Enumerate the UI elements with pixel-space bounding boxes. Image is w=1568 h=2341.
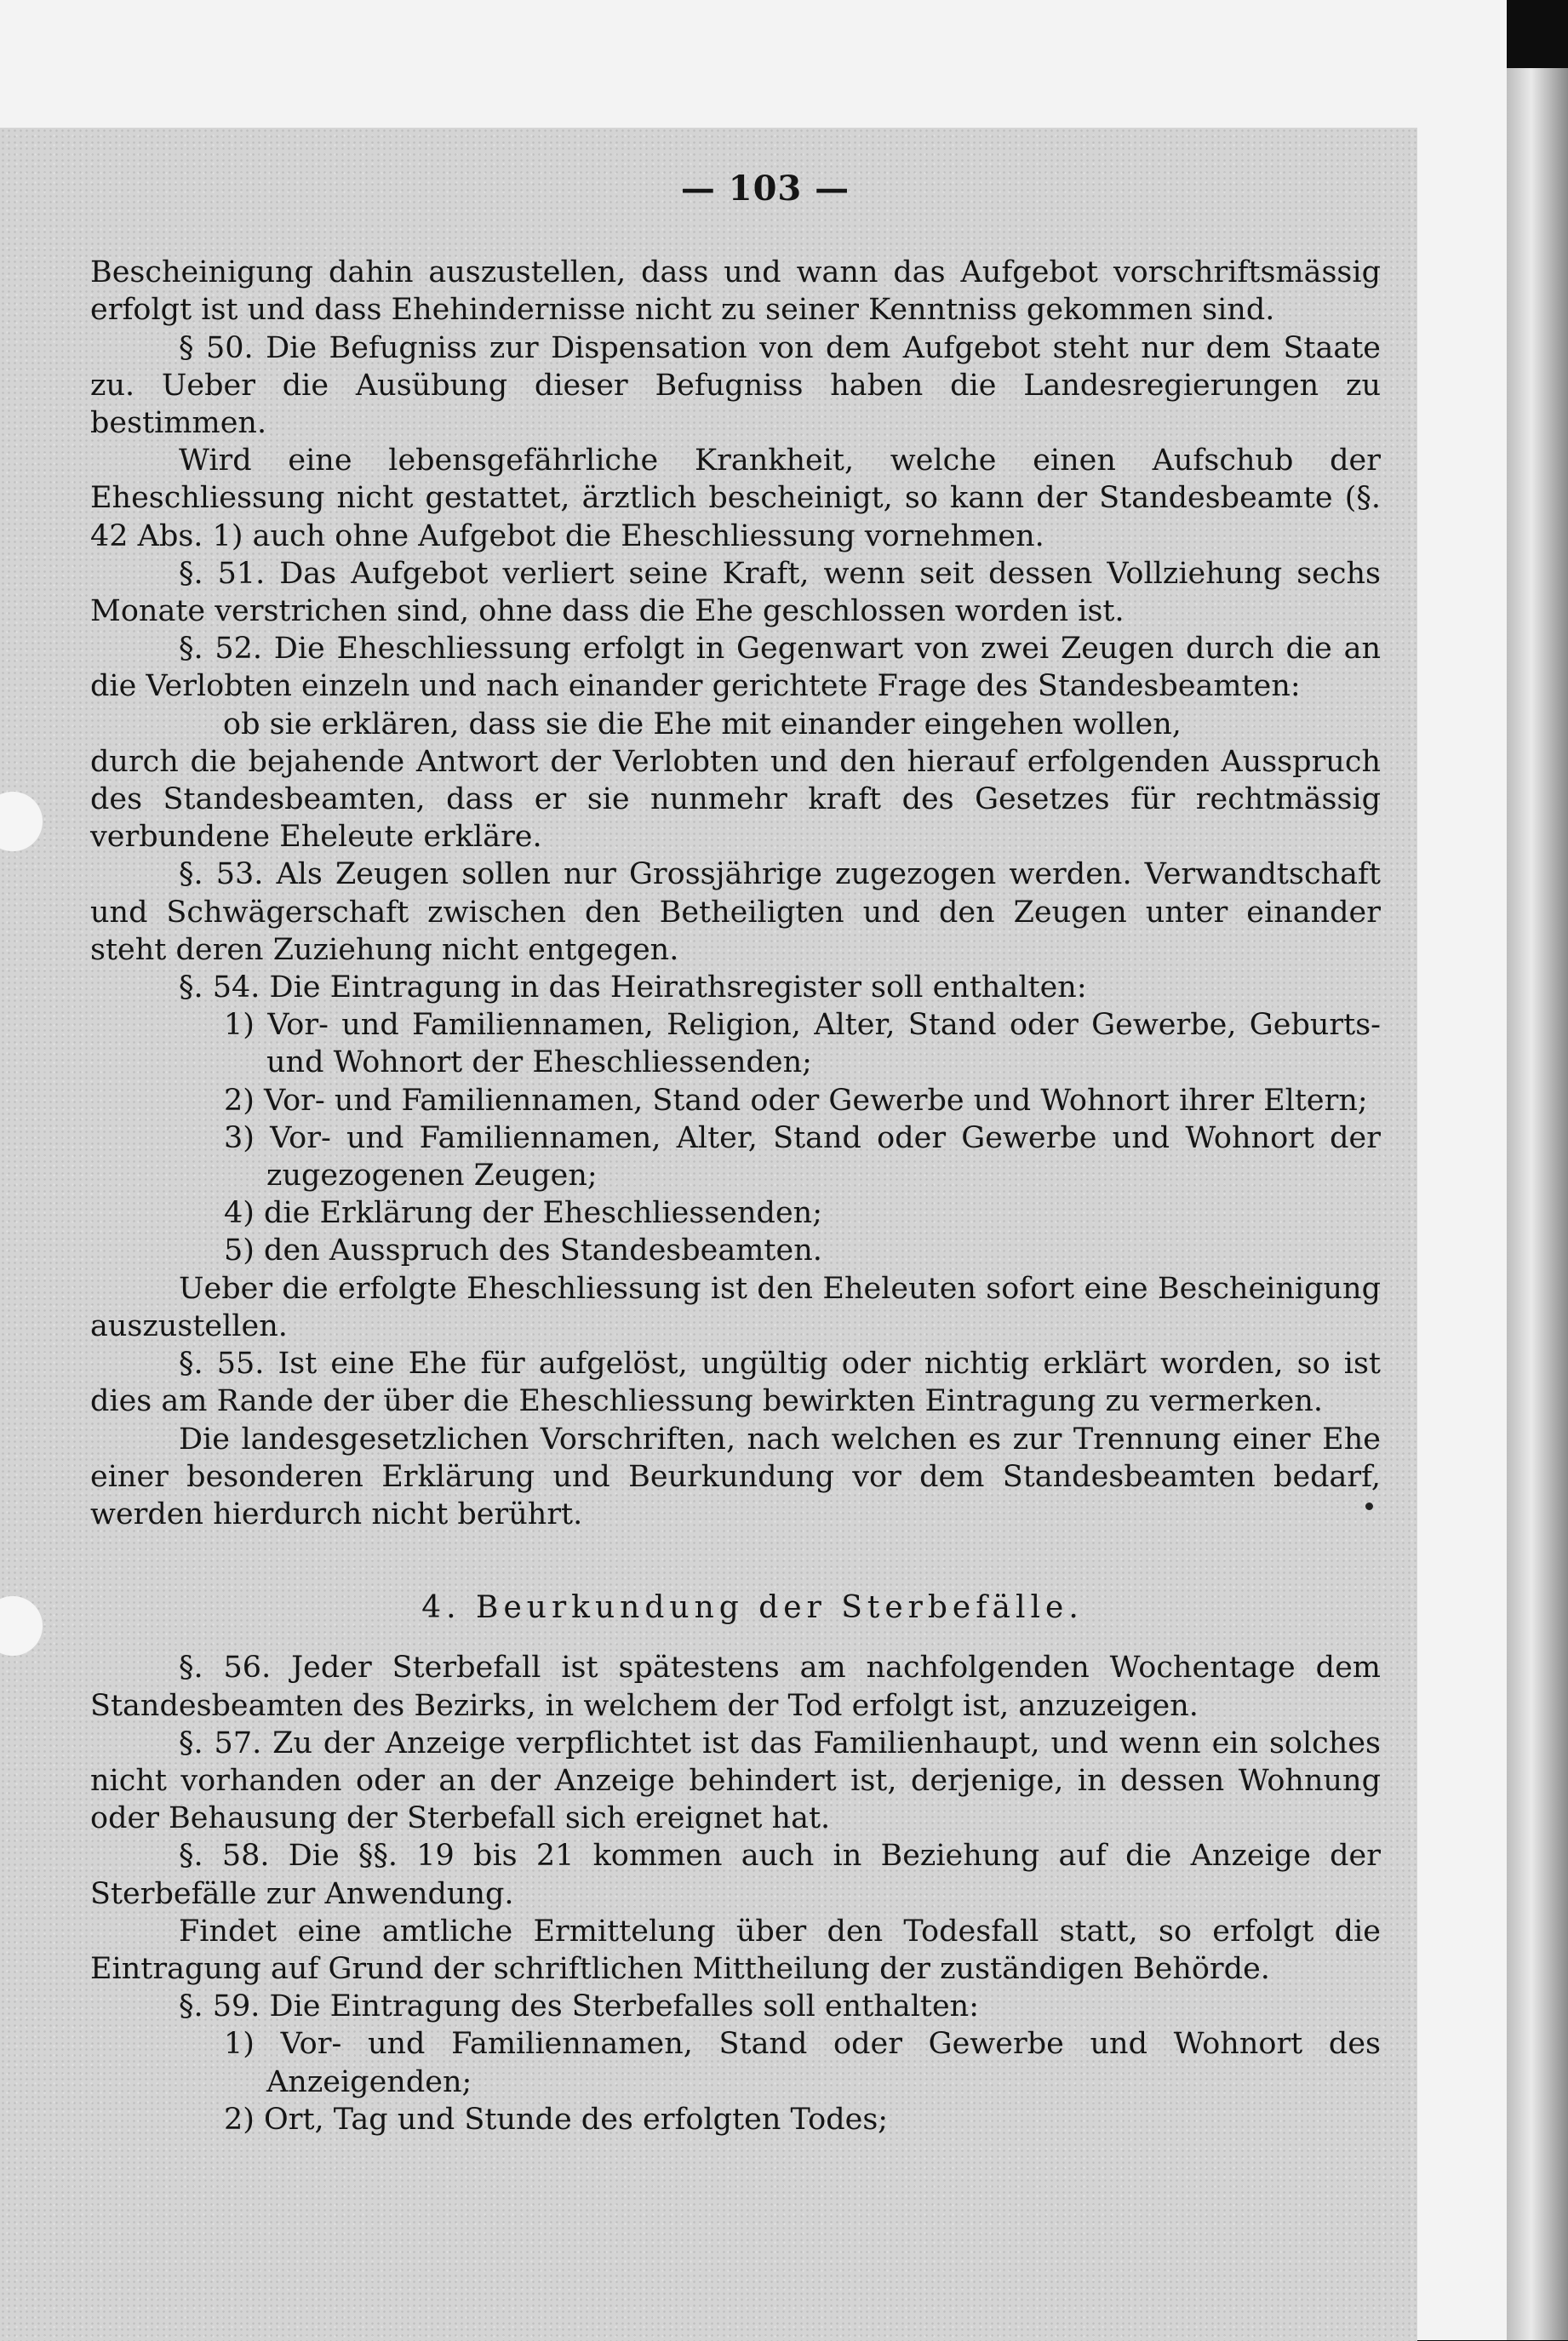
paragraph: Bescheinigung dahin auszustellen, dass und wann das Aufgebot vorschriftsmässig erfolgt ist und dass Ehehindernisse nicht zu seiner Kenntniss gekommen sind. bbox=[90, 255, 1381, 328]
list-item: 1) Vor- und Familiennamen, Stand oder Gewerbe und Wohnort des Anzeigenden; bbox=[224, 2027, 1381, 2099]
page-number: — 103 — bbox=[680, 169, 850, 209]
list-item: 3) Vor- und Familiennamen, Alter, Stand oder Gewerbe und Wohnort der zugezogenen Zeugen; bbox=[224, 1120, 1381, 1193]
list-item: 2) Vor- und Familiennamen, Stand oder Gewerbe und Wohnort ihrer Eltern; bbox=[224, 1083, 1368, 1118]
paragraph: ob sie erklären, dass sie die Ehe mit einander eingehen wollen, bbox=[223, 707, 1182, 741]
paragraph: §. 52. Die Eheschliessung erfolgt in Gegenwart von zwei Zeugen durch die an die Verlobten einzeln und nach einander gerichtete Frage des Standesbeamten: bbox=[90, 632, 1381, 704]
list-item: 1) Vor- und Familiennamen, Religion, Alter, Stand oder Gewerbe, Geburts- und Wohnort der Eheschliessenden; bbox=[224, 1008, 1381, 1080]
paragraph: §. 55. Ist eine Ehe für aufgelöst, ungültig oder nichtig erklärt worden, so ist dies am Rande der über die Eheschliessung bewirkten Eintragung zu vermerken. bbox=[90, 1347, 1381, 1419]
paragraph: Wird eine lebensgefährliche Krankheit, welche einen Aufschub der Eheschliessung nicht gestattet, ärztlich bescheinigt, so kann der Standesbeamte (§. 42 Abs. 1) auch ohne Aufgebot die Eheschliessung vornehmen. bbox=[90, 444, 1381, 553]
paragraph: §. 58. Die §§. 19 bis 21 kommen auch in Beziehung auf die Anzeige der Sterbefälle zur Anwendung. bbox=[90, 1839, 1381, 1911]
paragraph: Die landesgesetzlichen Vorschriften, nach welchen es zur Trennung einer Ehe einer besonderen Erklärung und Beurkundung vor dem Standesbeamten bedarf, werden hierdurch nicht berührt. bbox=[90, 1422, 1381, 1531]
paragraph: Findet eine amtliche Ermittelung über den Todesfall statt, so erfolgt die Eintragung auf Grund der schriftlichen Mittheilung der zuständigen Behörde. bbox=[90, 1914, 1381, 1986]
list-item: 2) Ort, Tag und Stunde des erfolgten Todes; bbox=[224, 2102, 889, 2137]
book-board-edge bbox=[1507, 68, 1568, 2340]
list-item: 4) die Erklärung der Eheschliessenden; bbox=[224, 1196, 822, 1231]
paragraphs-top bbox=[90, 254, 1381, 1533]
paragraph: §. 54. Die Eintragung in das Heirathsregister soll enthalten: bbox=[179, 970, 1087, 1005]
paragraph: § 50. Die Befugniss zur Dispensation von dem Aufgebot steht nur dem Staate zu. Ueber die Ausübung dieser Befugniss haben die Landesregierungen zu bestimmen. bbox=[90, 330, 1381, 441]
section-heading: 4. Beurkundung der Sterbefälle. bbox=[421, 1590, 1084, 1626]
paragraph: §. 56. Jeder Sterbefall ist spätestens am nachfolgenden Wochentage dem Standesbeamten des Bezirks, in welchem der Tod erfolgt ist, anzuzeigen. bbox=[90, 1651, 1381, 1723]
paragraph: §. 51. Das Aufgebot verliert seine Kraft, wenn seit dessen Vollziehung sechs Monate verstrichen sind, ohne dass die Ehe geschlossen worden ist. bbox=[90, 556, 1381, 629]
paragraph: Ueber die erfolgte Eheschliessung ist den Eheleuten sofort eine Bescheinigung auszustellen. bbox=[90, 1271, 1381, 1343]
marginal-mark bbox=[1365, 1502, 1373, 1510]
paragraph: §. 53. Als Zeugen sollen nur Grossjährige zugezogen werden. Verwandtschaft und Schwägerschaft zwischen den Betheiligten und den Zeugen unter einander steht deren Zuziehung nicht entgegen. bbox=[90, 857, 1381, 967]
page-text bbox=[90, 170, 1381, 2138]
paragraph: §. 59. Die Eintragung des Sterbefalles soll enthalten: bbox=[179, 1989, 979, 2024]
paragraph: §. 57. Zu der Anzeige verpflichtet ist das Familienhaupt, und wenn ein solches nicht vorhanden oder an der Anzeige behindert ist, derjenige, in dessen Wohnung oder Behausung der Sterbefall sich ereignet hat. bbox=[90, 1726, 1381, 1836]
paragraphs-bottom bbox=[90, 1649, 1381, 2138]
list-item: 5) den Ausspruch des Standesbeamten. bbox=[224, 1233, 822, 1268]
paragraph: durch die bejahende Antwort der Verlobten und den hierauf erfolgenden Ausspruch des Standesbeamten, dass er sie nunmehr kraft des Gesetzes für rechtmässig verbundene Eheleute erkläre. bbox=[90, 744, 1381, 855]
